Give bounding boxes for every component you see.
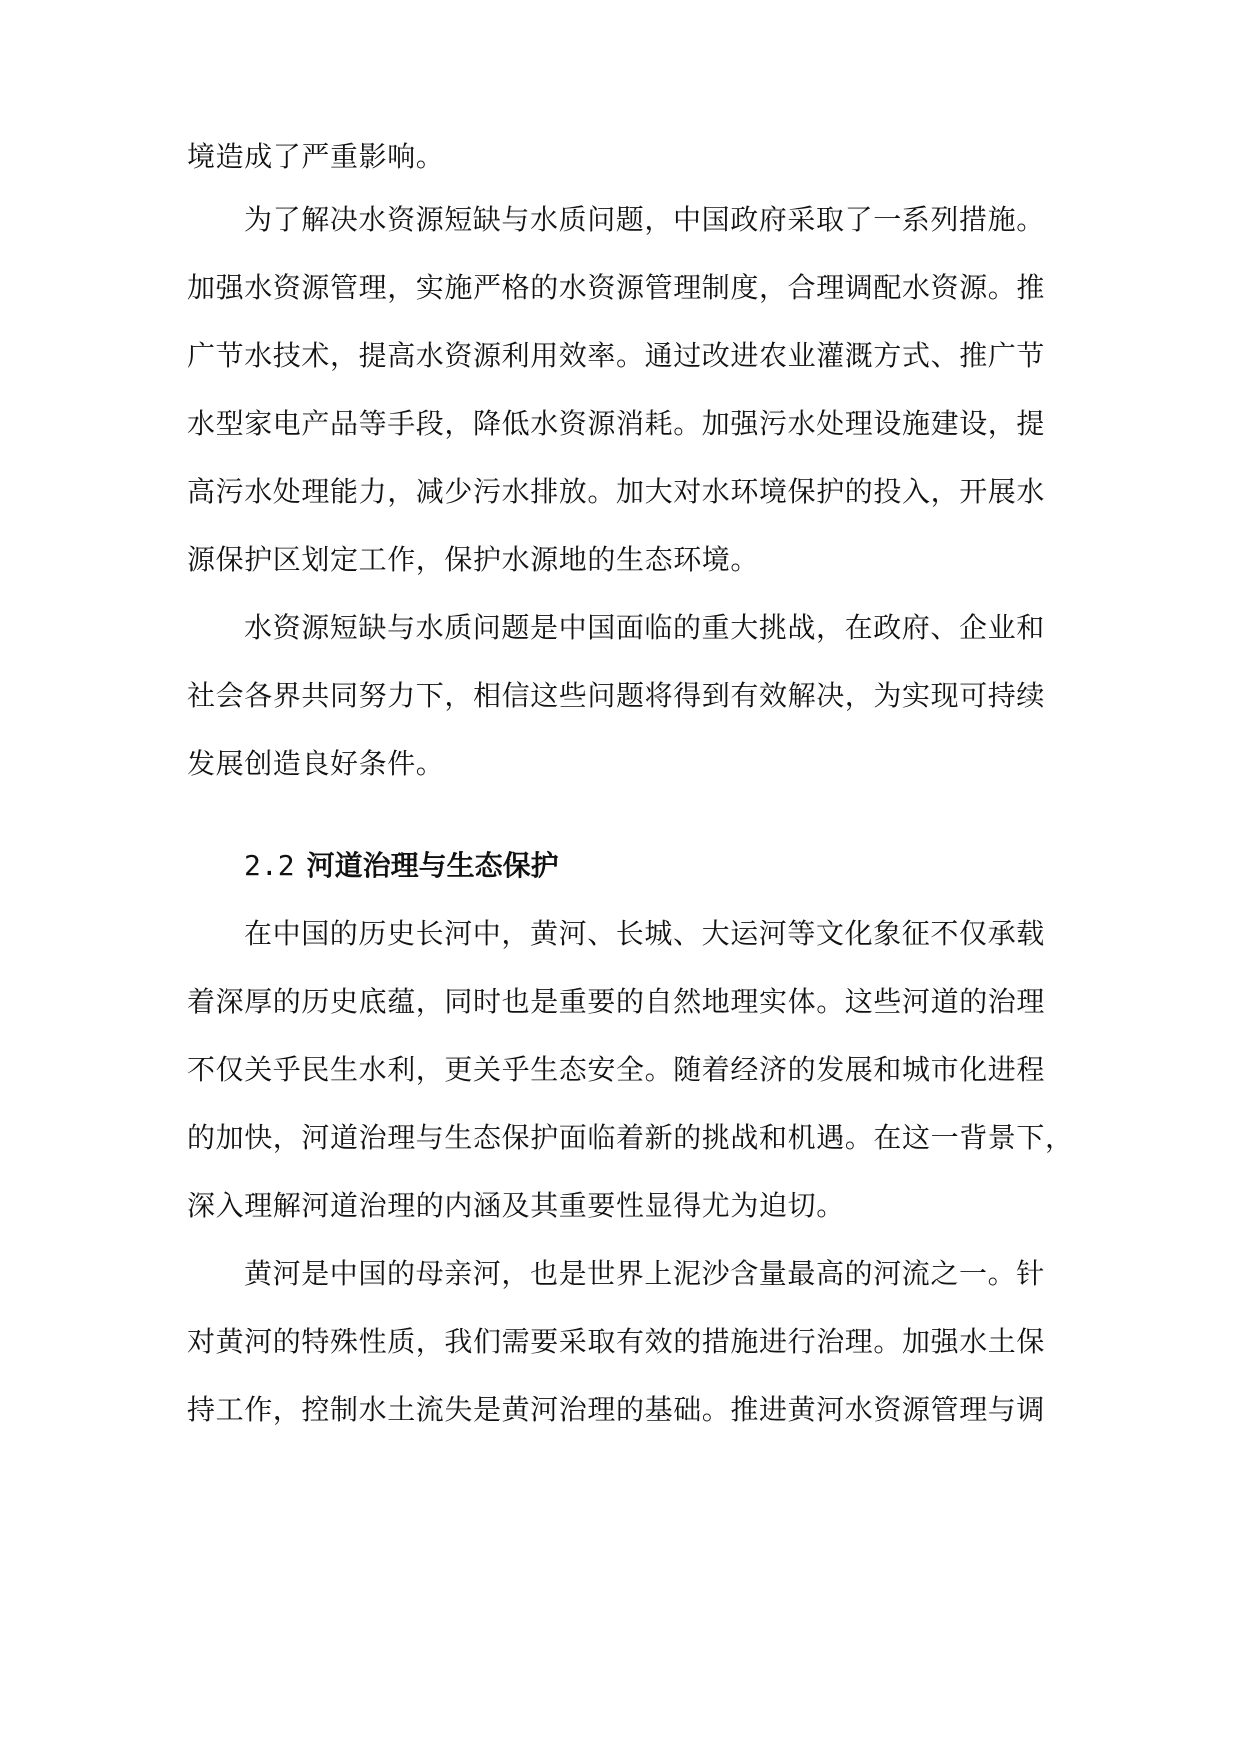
text-line: 的加快，河道治理与生态保护面临着新的挑战和机遇。在这一背景下， [187,1121,1074,1154]
text-line: 深入理解河道治理的内涵及其重要性显得尤为迫切。 [187,1189,845,1222]
paragraph-first-line: 在中国的历史长河中，黄河、长城、大运河等文化象征不仅承载 [244,917,1045,950]
text-line: 境造成了严重影响。 [187,140,445,173]
text-line: 水型家电产品等手段，降低水资源消耗。加强污水处理设施建设，提 [187,407,1046,440]
text-line: 不仅关乎民生水利，更关乎生态安全。随着经济的发展和城市化进程 [187,1053,1046,1086]
section-number: 2.2 [244,849,295,882]
paragraph-first-line: 黄河是中国的母亲河，也是世界上泥沙含量最高的河流之一。针 [244,1257,1045,1290]
text-line: 高污水处理能力，减少污水排放。加大对水环境保护的投入，开展水 [187,475,1046,508]
text-line: 社会各界共同努力下，相信这些问题将得到有效解决，为实现可持续 [187,679,1046,712]
text-line: 广节水技术，提高水资源利用效率。通过改进农业灌溉方式、推广节 [187,339,1046,372]
text-line: 持工作，控制水土流失是黄河治理的基础。推进黄河水资源管理与调 [187,1393,1046,1426]
paragraph-first-line: 为了解决水资源短缺与水质问题，中国政府采取了一系列措施。 [244,203,1045,236]
text-line: 加强水资源管理，实施严格的水资源管理制度，合理调配水资源。推 [187,271,1046,304]
text-line: 发展创造良好条件。 [187,747,445,780]
text-line: 着深厚的历史底蕴，同时也是重要的自然地理实体。这些河道的治理 [187,985,1046,1018]
text-line: 源保护区划定工作，保护水源地的生态环境。 [187,543,760,576]
paragraph-first-line: 水资源短缺与水质问题是中国面临的重大挑战，在政府、企业和 [244,611,1045,644]
section-heading [244,846,559,886]
text-line: 对黄河的特殊性质，我们需要采取有效的措施进行治理。加强水土保 [187,1325,1046,1358]
section-title: 河道治理与生态保护 [306,849,559,882]
